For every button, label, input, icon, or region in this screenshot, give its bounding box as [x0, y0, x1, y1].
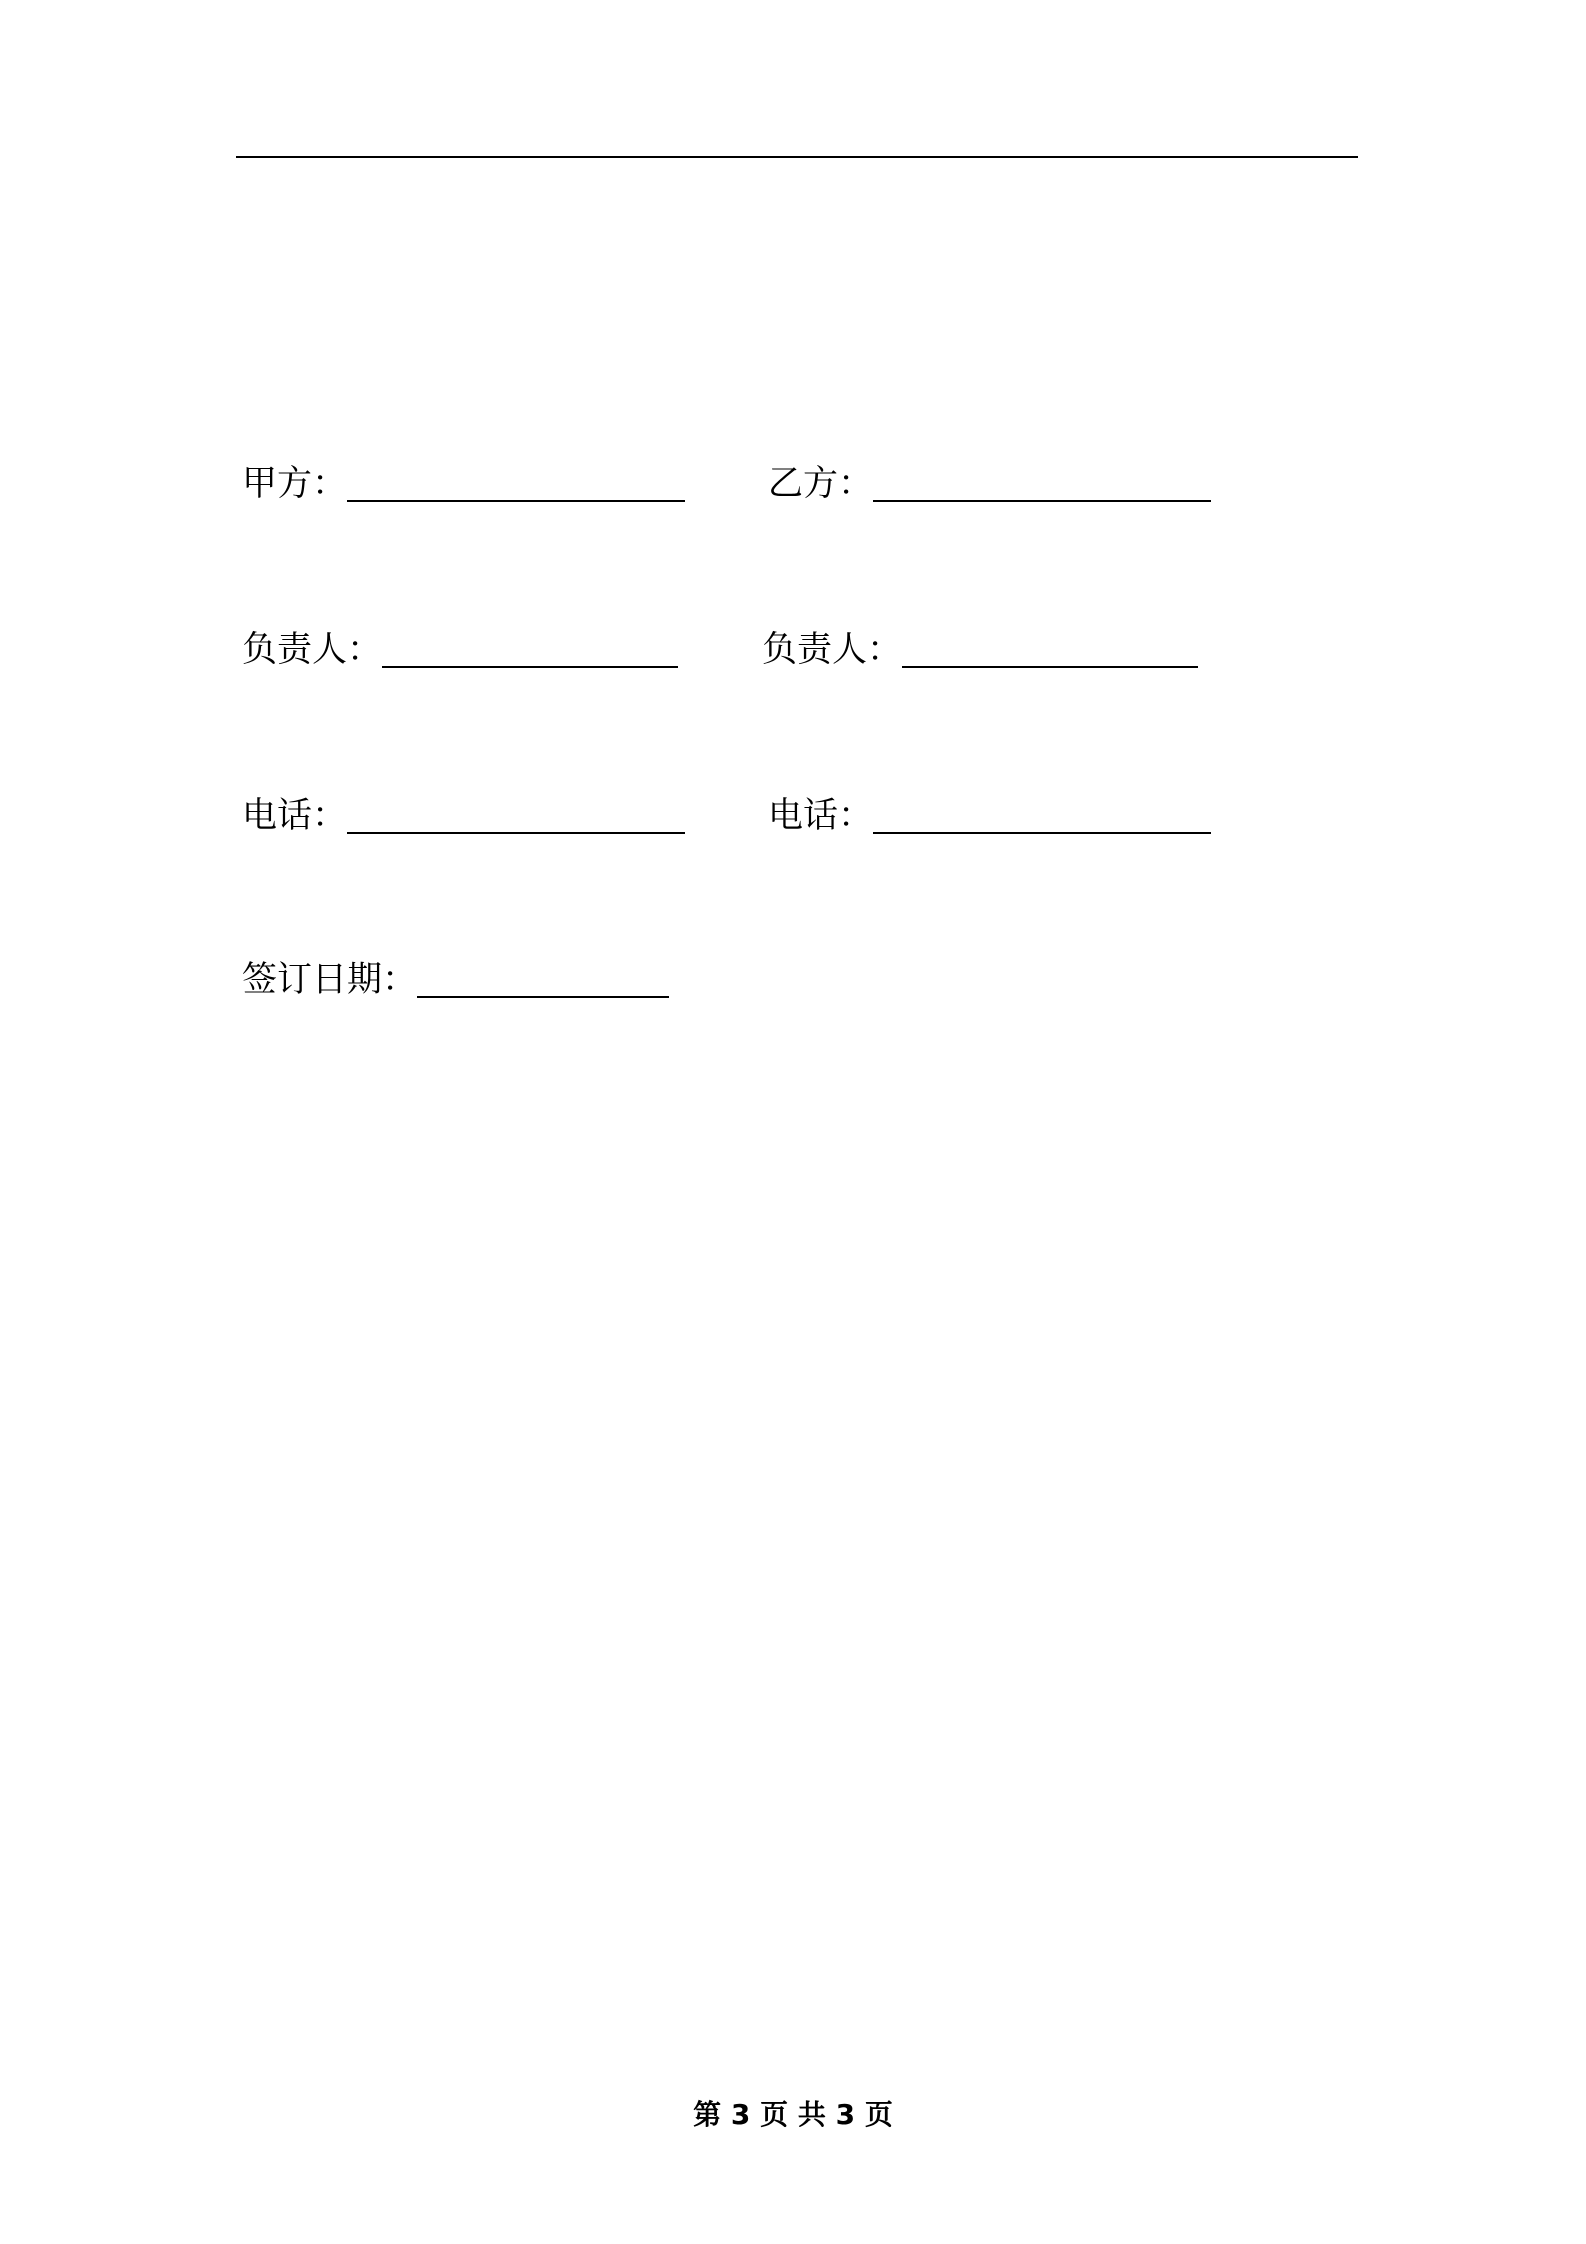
party-a-name-label: 甲方： — [242, 464, 348, 504]
header-rule — [236, 156, 1358, 158]
party-a-manager-field — [242, 628, 678, 672]
party-a-phone-blank[interactable] — [347, 802, 685, 834]
party-a-manager-label: 负责人： — [242, 630, 383, 670]
page-indicator: 第 3 页 共 3 页 — [693, 2098, 893, 2131]
party-b-phone-field — [768, 794, 1211, 838]
party-b-phone-blank[interactable] — [873, 802, 1211, 834]
party-b-phone-label: 电话： — [768, 796, 874, 836]
party-b-name-field — [768, 462, 1211, 506]
party-b-manager-blank[interactable] — [902, 636, 1198, 668]
party-a-manager-blank[interactable] — [382, 636, 678, 668]
sign-date-field — [242, 958, 669, 1002]
party-b-name-blank[interactable] — [873, 470, 1211, 502]
party-b-manager-field — [762, 628, 1198, 672]
sign-date-label: 签订日期： — [242, 960, 418, 1000]
party-a-phone-label: 电话： — [242, 796, 348, 836]
party-a-phone-field — [242, 794, 685, 838]
party-b-name-label: 乙方： — [768, 464, 874, 504]
party-b-manager-label: 负责人： — [762, 630, 903, 670]
party-a-name-field — [242, 462, 685, 506]
party-a-name-blank[interactable] — [347, 470, 685, 502]
sign-date-blank[interactable] — [417, 966, 669, 998]
